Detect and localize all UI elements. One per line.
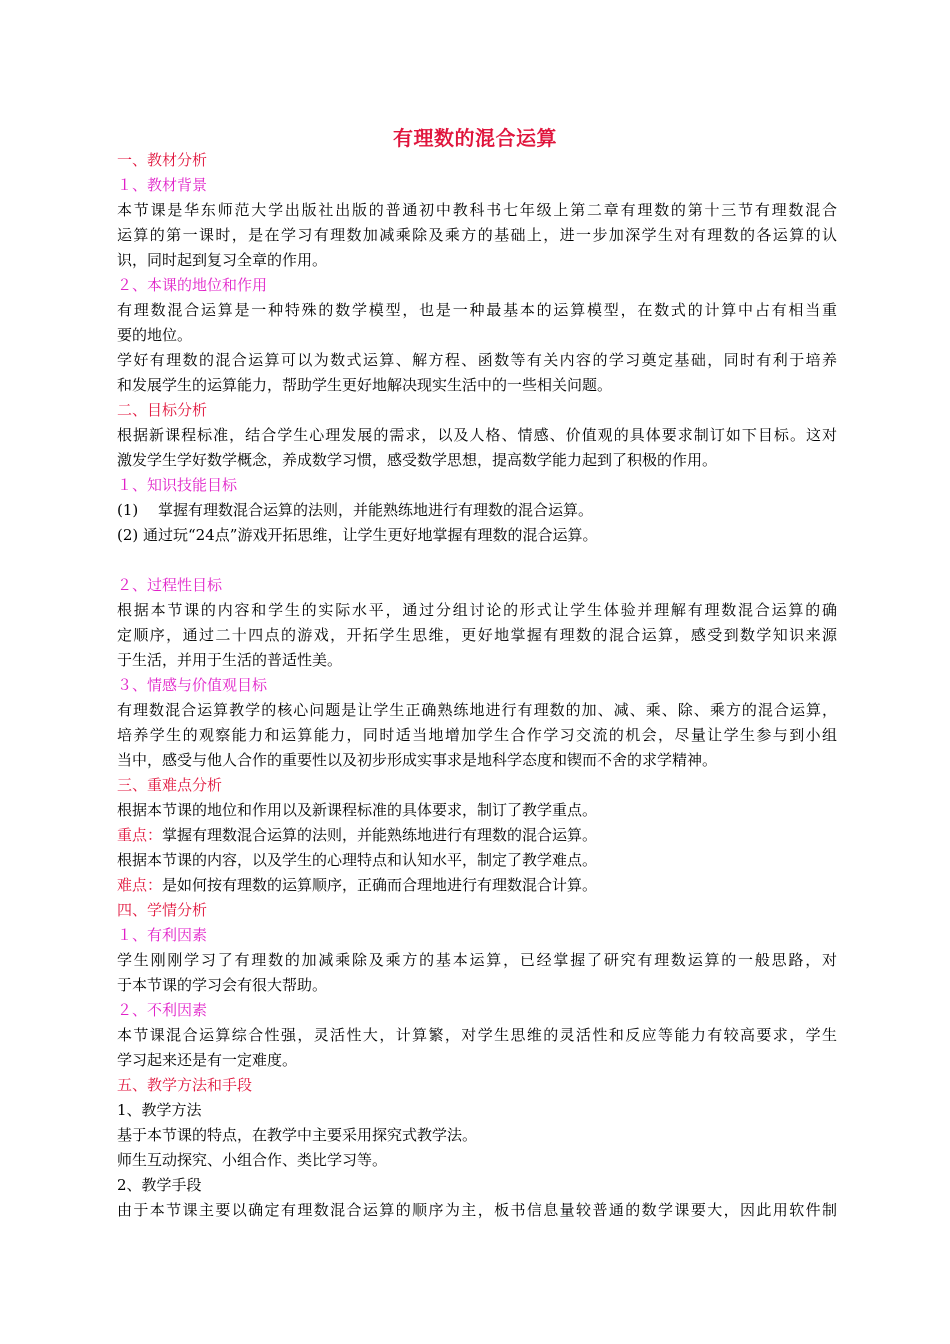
paragraph-line: 于生活，并用于生活的普适性美。 — [117, 651, 343, 669]
paragraph-line: 有理数混合运算是一种特殊的数学模型，也是一种最基本的运算模型，在数式的计算中占有相当重 — [117, 301, 837, 319]
subsection-heading: 2、教学手段 — [117, 1176, 202, 1194]
difficult-point-label: 难点： — [117, 876, 163, 894]
paragraph-line: 本节课是华东师范大学出版社出版的普通初中教科书七年级上第二章有理数的第十三节有理数混合 — [117, 201, 837, 219]
section-heading-2: 二、目标分析 — [117, 401, 208, 419]
subsection-heading: １、知识技能目标 — [117, 476, 238, 494]
list-item: (2) 通过玩“24点”游戏开拓思维，让学生更好地掌握有理数的混合运算。 — [117, 526, 598, 544]
paragraph-line: 根据新课程标准，结合学生心理发展的需求，以及人格、情感、价值观的具体要求制订如下目标。这对 — [117, 426, 837, 444]
paragraph-line: 由于本节课主要以确定有理数混合运算的顺序为主，板书信息量较普通的数学课要大，因此用软件制 — [117, 1201, 837, 1219]
paragraph-line: 学习起来还是有一定难度。 — [117, 1051, 298, 1069]
key-point-line — [117, 823, 837, 848]
paragraph-line: 运算的第一课时，是在学习有理数加减乘除及乘方的基础上，进一步加深学生对有理数的各运算的认 — [117, 226, 837, 244]
paragraph-line: 学好有理数的混合运算可以为数式运算、解方程、函数等有关内容的学习奠定基础，同时有利于培养 — [117, 351, 837, 369]
subsection-heading: 1、教学方法 — [117, 1101, 202, 1119]
paragraph-line: 学生刚刚学习了有理数的加减乘除及乘方的基本运算，已经掌握了研究有理数运算的一般思路，对 — [117, 951, 837, 969]
subsection-heading: ２、不利因素 — [117, 1001, 208, 1019]
paragraph-line: 根据本节课的地位和作用以及新课程标准的具体要求，制订了教学重点。 — [117, 801, 598, 819]
key-point-label: 重点： — [117, 826, 163, 844]
section-heading-5: 五、教学方法和手段 — [117, 1076, 253, 1094]
paragraph-line: 根据本节课的内容，以及学生的心理特点和认知水平，制定了教学难点。 — [117, 851, 598, 869]
paragraph-line: 激发学生学好数学概念，养成数学习惯，感受数学思想，提高数学能力起到了积极的作用。 — [117, 451, 718, 469]
section-heading-3: 三、重难点分析 — [117, 776, 223, 794]
paragraph-line: 和发展学生的运算能力，帮助学生更好地解决现实生活中的一些相关问题。 — [117, 376, 613, 394]
subsection-heading: ３、情感与价值观目标 — [117, 676, 268, 694]
paragraph-line: 当中，感受与他人合作的重要性以及初步形成实事求是地科学态度和锲而不舍的求学精神。 — [117, 751, 718, 769]
subsection-heading: １、有利因素 — [117, 926, 208, 944]
document-title: 有理数的混合运算 — [393, 126, 557, 150]
paragraph-line: 培养学生的观察能力和运算能力，同时适当地增加学生合作学习交流的机会，尽量让学生参与到小组 — [117, 726, 837, 744]
subsection-heading: ２、过程性目标 — [117, 576, 223, 594]
section-heading-1: 一、教材分析 — [117, 151, 208, 169]
paragraph-line: 有理数混合运算教学的核心问题是让学生正确熟练地进行有理数的加、减、乘、除、乘方的混合运算， — [117, 701, 837, 719]
subsection-heading: ２、本课的地位和作用 — [117, 276, 268, 294]
difficult-point-line — [117, 873, 837, 898]
paragraph-line: 师生互动探究、小组合作、类比学习等。 — [117, 1151, 388, 1169]
paragraph-line: 定顺序，通过二十四点的游戏，开拓学生思维，更好地掌握有理数的混合运算，感受到数学知识来源 — [117, 626, 837, 644]
paragraph-line: 于本节课的学习会有很大帮助。 — [117, 976, 328, 994]
paragraph-line: 根据本节课的内容和学生的实际水平，通过分组讨论的形式让学生体验并理解有理数混合运算的确 — [117, 601, 837, 619]
key-point-text: 掌握有理数混合运算的法则，并能熟练地进行有理数的混合运算。 — [162, 826, 598, 844]
list-item: (1) 掌握有理数混合运算的法则，并能熟练地进行有理数的混合运算。 — [117, 501, 594, 519]
paragraph-line: 识，同时起到复习全章的作用。 — [117, 251, 328, 269]
difficult-point-text: 是如何按有理数的运算顺序，正确而合理地进行有理数混合计算。 — [162, 876, 598, 894]
paragraph-line: 要的地位。 — [117, 326, 193, 344]
paragraph-line: 本节课混合运算综合性强，灵活性大，计算繁，对学生思维的灵活性和反应等能力有较高要求，学生 — [117, 1026, 837, 1044]
section-heading-4: 四、学情分析 — [117, 901, 208, 919]
subsection-heading: １、教材背景 — [117, 176, 208, 194]
paragraph-line: 基于本节课的特点，在教学中主要采用探究式教学法。 — [117, 1126, 478, 1144]
